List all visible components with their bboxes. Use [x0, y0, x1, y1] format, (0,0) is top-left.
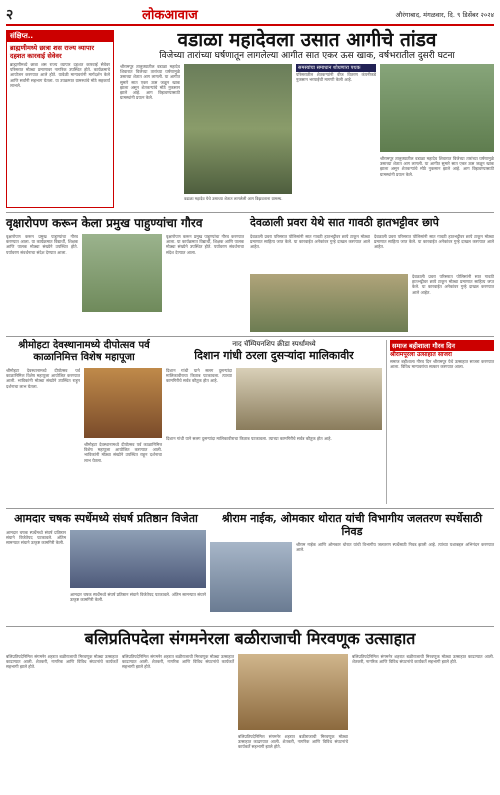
mohta-headline: श्रीमोहटा देवस्थानामध्ये दीपोत्सव पर्व काळानिमित्त विशेष महापूजा [18, 340, 150, 363]
swimming-headline: श्रीराम नाईक, ओमकार थोरात यांची विभागीय जलतरण स्पर्धेसाठी निवड [221, 512, 483, 538]
page-number: २ [6, 6, 14, 23]
tree-plantation-body-2: वृक्षारोपण करून प्रमुख पाहुण्यांचा गौरव करण्यात आला. या कार्यक्रमात विद्यार्थी, शिक्षक आणि पालक मोठ्या संख्येने उपस्थित होते. पर्यावरण संवर्धनाचा संदेश देण्यात आला. [166, 234, 244, 255]
masthead [6, 4, 494, 26]
tree-plantation-body: वृक्षारोपण करून प्रमुख पाहुण्यांचा गौरव करण्यात आला. या कार्यक्रमात विद्यार्थी, शिक्षक आणि पालक मोठ्या संख्येने उपस्थित होते. पर्यावरण संवर्धनाचा संदेश देण्यात आला. [6, 234, 78, 255]
swimming-body: श्रीराम नाईक आणि ओमकार थोरात यांची विभागीय जलतरण स्पर्धेसाठी निवड झाली आहे. त्यांच्या यशाबद्दल अभिनंदन करण्यात आले. [296, 542, 494, 553]
top-story-box-body: परिसरातील शेतकऱ्यांनी वीज वितरण कंपनीकडे नुकसान भरपाईची मागणी केली आहे. [296, 72, 376, 83]
top-story [120, 30, 494, 62]
raid-headline: देवळाली प्रवरा येथे सात गावठी हातभट्टीवर छापे [250, 216, 439, 229]
swimming-story [210, 512, 494, 538]
procession-photo [238, 654, 348, 730]
brief-tag: संक्षिप्त.. [7, 31, 113, 42]
amdar-chashak-body: आमदार चषक स्पर्धेमध्ये संघर्ष प्रतिष्ठान संघाने विजेतेपद पटकावले. अंतिम सामन्यात संघाने उत्कृष्ट कामगिरी केली. [6, 530, 66, 546]
divider [6, 508, 494, 509]
fire-photo-caption: वडाळा महादेव येथे उसाच्या शेतात लागलेली आग विझवताना ग्रामस्थ. [184, 196, 283, 201]
mohta-photo [84, 368, 162, 438]
top-story-body-col1: श्रीरामपूर तालुक्यातील वडाळा महादेव शिवारात विजेच्या तारांच्या घर्षणामुळे उसाच्या शेतात आग लागली. या आगीत सुमारे सात एकर ऊस जळून खाक झाला असून शेतकऱ्यांचे मोठे नुकसान झाले आहे. आग विझवण्यासाठी ग्रामस्थांनी प्रयत्न केले. [120, 64, 180, 101]
baliraja-body-4: बलिप्रतिपदेनिमित्त संगमनेर शहरात बळीराजाची मिरवणूक मोठ्या उत्साहात काढण्यात आली. शेतकरी, नागरिक आणि विविध संघटनांचे कार्यकर्ते सहभागी झाले होते. [352, 654, 494, 665]
top-story-box [296, 64, 376, 214]
brief-column [6, 30, 114, 208]
raid-body: देवळाली प्रवरा परिसरात पोलिसांनी सात गावठी हातभट्टीवर छापे टाकून मोठ्या प्रमाणात साहित्य जप्त केले. या कारवाईत अनेकांवर गुन्हे दाखल करण्यात आले आहेत. [250, 234, 370, 250]
divider [6, 626, 494, 627]
top-story-subhead: विजेच्या तारांच्या घर्षणातून लागलेल्या आगीत सात एकर ऊस खाक, वर्षभरातील दुसरी घटना [159, 51, 455, 61]
baliraja-body-2: बलिप्रतिपदेनिमित्त संगमनेर शहरात बळीराजाची मिरवणूक मोठ्या उत्साहात काढण्यात आली. शेतकरी, नागरिक आणि विविध संघटनांचे कार्यकर्ते सहभागी झाले होते. [122, 654, 234, 670]
raid-story [250, 216, 494, 229]
mohta-body: श्रीमोहटा देवस्थानामध्ये दीपोत्सव पर्व काळानिमित्त विशेष महापूजा आयोजित करण्यात आली. भाविकांनी मोठ्या संख्येने उपस्थित राहून दर्शनाचा लाभ घेतला. [6, 368, 80, 389]
raid-body-3: देवळाली प्रवरा परिसरात पोलिसांनी सात गावठी हातभट्टीवर छापे टाकून मोठ्या प्रमाणात साहित्य जप्त केले. या कारवाईत अनेकांवर गुन्हे दाखल करण्यात आले आहेत. [412, 274, 494, 295]
tree-plantation-story [6, 216, 246, 230]
cricket-body-2: दिशान गांधी याने सलग दुसऱ्यांदा मालिकावीराचा किताब पटकावला. त्याच्या कामगिरीचे सर्वत्र कौतुक होत आहे. [166, 436, 332, 441]
newspaper-logo: लोकआवाज [142, 8, 198, 23]
samaj-story [386, 340, 494, 504]
top-story-body-col3: श्रीरामपूर तालुक्यातील वडाळा महादेव शिवारात विजेच्या तारांच्या घर्षणामुळे उसाच्या शेतात आग लागली. या आगीत सुमारे सात एकर ऊस जळून खाक झाला असून शेतकऱ्यांचे मोठे नुकसान झाले आहे. आग विझवण्यासाठी ग्रामस्थांनी प्रयत्न केले. [380, 156, 494, 177]
samaj-headline: समाज बहीशाला गौरव दिन [390, 340, 494, 351]
mohta-body-2: श्रीमोहटा देवस्थानामध्ये दीपोत्सव पर्व काळानिमित्त विशेष महापूजा आयोजित करण्यात आली. भाविकांनी मोठ्या संख्येने उपस्थित राहून दर्शनाचा लाभ घेतला. [84, 442, 162, 463]
divider [6, 336, 494, 337]
cricket-photo [236, 368, 382, 430]
samaj-subhead: श्रीरामपूरला उत्साहात साजरा [390, 351, 452, 358]
amdar-chashak-story [6, 512, 206, 525]
baliraja-story [6, 630, 494, 648]
plantation-photo [82, 234, 162, 312]
tree-plantation-headline: वृक्षारोपण करून केला प्रमुख पाहुण्यांचा गौरव [6, 216, 203, 230]
baliraja-body: बलिप्रतिपदेनिमित्त संगमनेर शहरात बळीराजाची मिरवणूक मोठ्या उत्साहात काढण्यात आली. शेतकरी, नागरिक आणि विविध संघटनांचे कार्यकर्ते सहभागी झाले होते. [6, 654, 118, 670]
swimmers-photo [210, 542, 292, 612]
fire-photo [184, 64, 292, 194]
cricket-headline: दिशान गांधी ठरला दुसऱ्यांदा मालिकावीर [194, 349, 354, 362]
baliraja-headline: बलिप्रतिपदेला संगमनेरला बळीराजाची मिरवणूक उत्साहात [84, 629, 416, 648]
amdar-chashak-body-2: आमदार चषक स्पर्धेमध्ये संघर्ष प्रतिष्ठान संघाने विजेतेपद पटकावले. अंतिम सामन्यात संघाने उत्कृष्ट कामगिरी केली. [70, 592, 206, 603]
brief-body: ब्राह्मणीमध्ये छात्रा शस राज्य व्यापार दहशत कारवाई सेवेवर परिसरात मोठ्या प्रमाणावर नागरिक उपस्थित होते. कार्यक्रमाचे आयोजन करण्यात आले होते. यावेळी मान्यवरांनी मार्गदर्शन केले आणि सर्वांनी सहभाग घेतला. या उपक्रमात ग्रामस्थांचे मोठे सहकार्य लाभले. [10, 62, 110, 88]
mohta-story [6, 340, 162, 364]
baliraja-body-3: बलिप्रतिपदेनिमित्त संगमनेर शहरात बळीराजाची मिरवणूक मोठ्या उत्साहात काढण्यात आली. शेतकरी, नागरिक आणि विविध संघटनांचे कार्यकर्ते सहभागी झाले होते. [238, 734, 348, 750]
top-story-box-title: समस्यांचा समाधान शोधणारा पथक [296, 64, 376, 72]
raid-body-2: देवळाली प्रवरा परिसरात पोलिसांनी सात गावठी हातभट्टीवर छापे टाकून मोठ्या प्रमाणात साहित्य जप्त केले. या कारवाईत अनेकांवर गुन्हे दाखल करण्यात आले आहेत. [374, 234, 494, 250]
cricket-headline-top: नाद चॅम्पियनशिप क्रीडा स्पर्धांमध्ये [232, 340, 316, 348]
team-photo [70, 530, 206, 588]
raid-photo [250, 274, 408, 332]
brief-headline: ब्राह्मणीमध्ये छात्रा शस राज्य व्यापार दहशत कारवाई सेवेवर [10, 44, 95, 60]
divider [6, 212, 494, 213]
cricket-story [166, 340, 382, 362]
edition-date: औरंगाबाद, मंगळवार, दि. ९ डिसेंबर २०२४ [395, 10, 494, 19]
cricket-body: दिशान गांधी याने सलग दुसऱ्यांदा मालिकावीराचा किताब पटकावला. त्याच्या कामगिरीचे सर्वत्र कौतुक होत आहे. [166, 368, 232, 384]
samaj-body: समाज बहीशाला गौरव दिन श्रीरामपूर येथे उत्साहात साजरा करण्यात आला. विविध मान्यवरांचा सत्कार करण्यात आला. [390, 359, 494, 370]
top-story-headline: वडाळा महादेवला उसात आगीचे तांडव [177, 29, 437, 51]
sugarcane-photo [380, 64, 494, 152]
amdar-chashak-headline: आमदार चषक स्पर्धेमध्ये संघर्ष प्रतिष्ठान विजेता [14, 512, 198, 525]
